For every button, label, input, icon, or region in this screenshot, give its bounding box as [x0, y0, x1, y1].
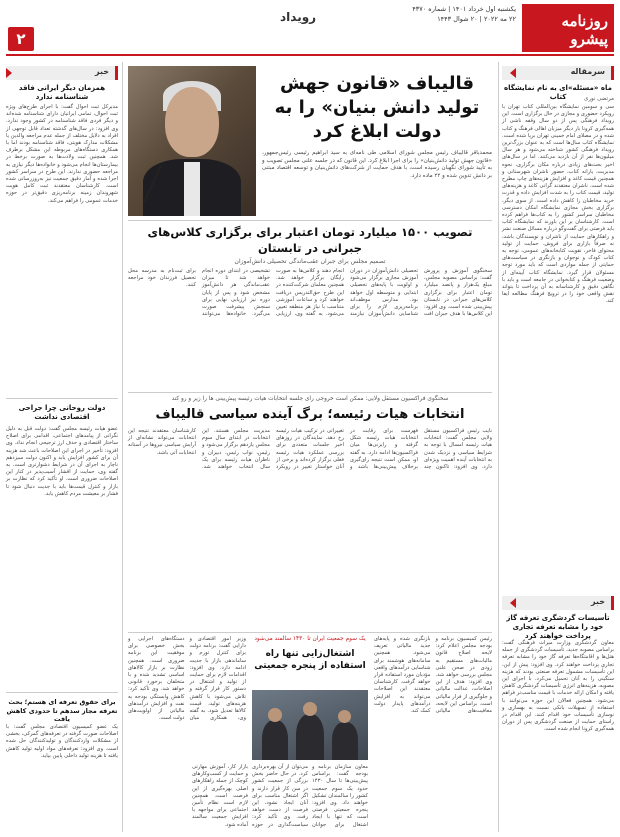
- masthead: [522, 4, 614, 52]
- photo-head-1: [268, 708, 282, 722]
- classes-headline: تصویب ۱۵۰۰ میلیارد تومان اعتبار برای برگزاری کلاس‌های جبرانی در تابستان: [147, 225, 473, 255]
- photo-head-2: [303, 702, 317, 716]
- section-title: رویداد: [280, 10, 317, 24]
- left-news-label: خبر: [6, 66, 118, 80]
- page-header: [0, 0, 620, 58]
- classes-subhead: تصمیم مجلس برای جبران عقب‌ماندگی تحصیلی دانش‌آموزان: [234, 258, 386, 265]
- photo-shirt: [184, 162, 200, 216]
- lead-headline: قالیباف «قانون جهش تولید دانش بنیان» را به دولت ابلاغ کرد: [274, 73, 480, 142]
- employment-photo: [252, 690, 368, 760]
- board-body: نایب رئیس فراکسیون مستقل ولایی مجلس گفت: انتخابات هیات رئیسه امسال با توجه به شرایط سیاسی و نزدیک شدن به انتخابات آینده اهمیت ویژه‌ای دارد. وی افزود: تاکنون چند فهرست برای رقابت در انتخابات هیات رئیسه شکل گرفته و رایزنی‌ها میان فراکسیون‌ها ادامه دارد. به گفته او، ممکن است نتیجه رای‌گیری برخلاف پیش‌بینی‌ها باشد و تغییراتی در ترکیب هیات رئیسه رخ دهد. نمایندگان در روزهای اخیر جلسات متعددی برای بررسی عملکرد هیات رئیسه فعلی برگزار کرده‌اند و برخی از آنان خواستار تغییر در رویکرد مدیریت مجلس هستند. این انتخابات در ابتدای سال سوم مجلس یازدهم برگزار می‌شود و رئیس، نواب رئیس، دبیران و ناظران هیات رئیسه برای یک سال انتخاب خواهند شد. کارشناسان معتقدند نتیجه این انتخابات می‌تواند نشانه‌ای از آرایش سیاسی نیروها در آستانه انتخابات آتی باشد.: [128, 428, 492, 471]
- classes-body: سخنگوی آموزش و پرورش گفت: براساس مصوبه مجلس، مبلغ یک‌هزار و پانصد میلیارد تومان اعتبار برای برگزاری کلاس‌های جبرانی در تابستان پیش‌بینی شده است. وی افزود: این کلاس‌ها با هدف جبران افت تحصیلی دانش‌آموزان در دوران آموزش مجازی برگزار می‌شود و اولویت با پایه‌های تحصیلی ابتدایی و متوسطه اول خواهد بود. مدارس موظف‌اند برنامه‌ریزی لازم را برای شناسایی دانش‌آموزان نیازمند انجام دهند و کلاس‌ها به صورت رایگان برگزار خواهد شد. همچنین معلمان شرکت‌کننده در این طرح حق‌التدریس دریافت خواهند کرد و ساعات آموزشی متناسب با نیاز هر منطقه تعیین می‌شود. به گفته وی، ارزیابی تشخیصی در ابتدای دوره انجام خواهد شد تا میزان عقب‌ماندگی هر دانش‌آموز مشخص شود و پس از پایان دوره نیز ارزیابی نهایی برای سنجش پیشرفت صورت می‌گیرد. خانواده‌ها می‌توانند برای ثبت‌نام به مدرسه محل تحصیل فرزندان خود مراجعه کنند.: [128, 268, 492, 318]
- left-news-body-3: یک عضو کمیسیون اقتصادی مجلس گفت: با اصلاحات صورت گرفته در تعرفه‌های گمرکی، بخشی از مشکلات واردکنندگان و تولیدکنندگان حل شده است. وی افزود: تعرفه‌های مواد اولیه تولید کاهش یافته تا هزینه تولید داخلی پایین بیاید.: [6, 724, 118, 759]
- left-divider-2: [6, 692, 118, 693]
- page-number: ۲: [8, 27, 34, 51]
- lead-photo: [128, 66, 256, 216]
- right-news-headline: تأسیسات گردشگری تعرفه گاز خود را مشابه تعرفه تجاری پرداخت خواهند کرد: [506, 614, 610, 640]
- center-divider-1: [128, 220, 492, 221]
- left-news-headline-1: همزمان دیگر ایرانی فاقد شناسنامه ندارد: [18, 84, 106, 101]
- editorial-body: سی و سومین نمایشگاه بین‌المللی کتاب تهران با رویکرد حضوری و مجازی در حال برگزاری است. این رویداد فرهنگی پس از دو سال وقفه ناشی از همه‌گیری کرونا بار دیگر میزبان اهالی فرهنگ و کتاب شده و در مصلای امام خمینی تهران برپا شده است. نمایشگاه کتاب سال‌ها است که به عنوان بزرگ‌ترین رویداد فرهنگی کشور شناخته می‌شود و هر سال میلیون‌ها نفر از آن بازدید می‌کنند. اما در سال‌های اخیر بحث‌های زیادی درباره مکان برگزاری، نحوه مدیریت، یارانه کتاب، حضور ناشران شهرستانی و همچنین قیمت کاغذ و افزایش هزینه‌های چاپ مطرح شده است. ناشران معتقدند گرانی کاغذ و هزینه‌های تولید، قیمت کتاب را به شدت افزایش داده و قدرت خرید مخاطبان را کاهش داده است. از سوی دیگر، برگزاری بخش مجازی نمایشگاه امکان دسترسی مخاطبان سراسر کشور را به کتاب‌ها فراهم کرده است. کارشناسان بر این باورند که نمایشگاه کتاب باید فرصتی برای گفت‌وگو درباره مسائل صنعت نشر و راهکارهای حمایت از ناشران و نویسندگان باشد، نه صرفاً بازاری برای فروش. حمایت از تولید محتوای فاخر، تقویت کتابخانه‌های عمومی، توجه به کتاب کودک و نوجوان و بازنگری در سیاست‌های حمایتی از جمله مواردی است که باید مورد توجه مسئولان قرار گیرد. نمایشگاه کتاب آیینه‌ای از وضعیت فرهنگ و کتابخوانی در جامعه است و باید با نگاهی دقیق و کارشناسانه به آن پرداخت تا بتواند نقش واقعی خود را در ترویج فرهنگ مطالعه ایفا کند.: [502, 104, 614, 305]
- bottom-body-2: رئیس کمیسیون برنامه و بودجه مجلس اعلام کرد: لایحه اصلاح قانون مالیات‌های مستقیم به زودی در صحن علنی مجلس بررسی خواهد شد. وی افزود: هدف از این اصلاحات، عدالت مالیاتی و جلوگیری از فرار مالیاتی است. براساس این لایحه، معافیت‌های مالیاتی بازنگری شده و پایه‌های جدید مالیاتی تعریف می‌شود. همچنین سامانه‌های هوشمند برای شناسایی درآمدهای واقعی مؤدیان مورد استفاده قرار خواهد گرفت. کارشناسان معتقدند این اصلاحات می‌تواند به افزایش درآمدهای پایدار دولت کمک کند.: [374, 636, 492, 715]
- left-news-body-1: مدیرکل ثبت احوال گفت: با اجرای طرح‌های ویژه ثبت احوال، تمامی ایرانیان دارای شناسنامه شده‌اند و دیگر فردی فاقد شناسنامه در کشور وجود ندارد. وی افزود: در سال‌های گذشته تعداد قابل توجهی از افراد به دلایل مختلف از جمله عدم مراجعه والدین یا مشکلات مدارک هویتی، فاقد شناسنامه بودند اما با همکاری دستگاه‌های مربوطه این مشکل برطرف شد. همچنین ثبت ولادت‌ها به صورت برخط در بیمارستان‌ها انجام می‌شود و خانواده‌ها دیگر نیازی به مراجعه حضوری ندارند. این طرح در سراسر کشور اجرا شده و آمار دقیق جمعیت نیز به‌روزرسانی شده است. کارشناسان معتقدند ثبت کامل هویت شهروندان زمینه برنامه‌ریزی دقیق‌تر در حوزه خدمات عمومی را فراهم می‌کند.: [6, 104, 118, 204]
- column-divider-left: [122, 62, 123, 832]
- editorial-label: سرمقاله: [502, 66, 614, 80]
- employment-body: معاون سازمان برنامه و بودجه گفت: براساس پیش‌بینی‌ها تا سال ۱۴۳۰ حدود یک سوم جمعیت کشور را سالمندان تشکیل خواهند داد. وی افزود: پنجره جمعیتی فرصتی است که تنها با ایجاد اشتغال برای جوانان می‌توان از آن بهره‌برداری کرد. در حال حاضر بخش بزرگی از جمعیت کشور در سن کار قرار دارند و اگر اشتغال مناسب برای آنان ایجاد نشود، این فرصت از دست خواهد رفت. وی تأکید کرد: سیاست‌گذاری در حوزه بازار کار، آموزش مهارتی و حمایت از کسب‌وکارهای کوچک از جمله راهکارهای اصلی بهره‌گیری از این فرصت است. همچنین لازم است نظام تأمین اجتماعی برای مواجهه با افزایش جمعیت سالمند آماده شود.: [192, 764, 368, 828]
- board-kicker: سخنگوی فراکسیون مستقل ولایی: ممکن است خروجی رای جلسه انتخابات هیات رئیسه پیش‌بینی ها را زیر و رو کند: [171, 396, 449, 402]
- photo-face: [165, 87, 219, 157]
- photo-figure-2: [296, 714, 324, 760]
- left-divider: [6, 398, 118, 399]
- center-divider-2: [128, 392, 492, 393]
- editorial-arrow-icon: [510, 68, 516, 78]
- center-divider-3: [128, 632, 492, 633]
- right-news-arrow-icon: [510, 598, 516, 608]
- photo-head-3: [338, 710, 351, 723]
- left-news-headline-3: برای حقوق تعرفه ای هستم؛ بحث تعرفه مجاز سدهم تا حدودی کاهش یافت: [6, 698, 118, 723]
- photo-figure-3: [332, 722, 358, 760]
- editorial-headline: ماه «مسئله»ای به نام نمایشگاه کتاب: [504, 84, 612, 101]
- left-news-arrow-icon: [6, 68, 12, 78]
- left-news-headline-2: دولت روحانی چرا جراحی اقتصادی نداشت: [18, 404, 106, 421]
- right-news-body: معاون گردشگری وزارت میراث فرهنگی گفت: براساس مصوبه جدید، تأسیسات گردشگری از جمله هتل‌ها و اقامتگاه‌ها تعرفه گاز خود را مشابه تعرفه تجاری پرداخت خواهند کرد. وی افزود: پیش از این، این تأسیسات مشمول تعرفه صنعتی بودند که هزینه سنگینی را به آنان تحمیل می‌کرد. با اجرای این مصوبه، هزینه‌های انرژی تأسیسات گردشگری کاهش یافته و امکان ارائه خدمات با قیمت مناسب‌تر فراهم می‌شود. همچنین فعالان این حوزه می‌توانند با استفاده از تسهیلات بانکی نسبت به بهسازی و نوسازی تأسیسات خود اقدام کنند. این اقدام در راستای حمایت از صنعت گردشگری پس از دوران همه‌گیری کرونا انجام شده است.: [502, 640, 614, 733]
- lead-body: محمدباقر قالیباف رئیس مجلس شورای اسلامی طی نامه‌ای به سید ابراهیم رئیسی رئیس‌جمهور، «قانون جهش تولید دانش‌بنیان» را برای اجرا ابلاغ کرد. این قانون که در جلسه علنی مجلس تصویب و به تأیید شورای نگهبان رسیده است، با هدف حمایت از شرکت‌های دانش‌بنیان و توسعه اقتصاد مبتنی بر دانش تدوین شده و ۲۲ ماده دارد.: [262, 150, 492, 179]
- employment-headline: اشتغال‌زایی تنها راه استفاده از پنجره جمعیتی: [254, 649, 366, 671]
- left-news-body-2: عضو هیات رئیسه مجلس گفت: دولت قبل به دلیل نگرانی از پیامدهای اجتماعی، اقدامی برای اصلاح ساختار اقتصادی و حذف ارز ترجیحی انجام نداد. وی افزود: تأخیر در اجرای این اصلاحات باعث شد هزینه آن برای کشور افزایش یابد و اکنون دولت سیزدهم ناچار به اجرای آن در شرایط دشوارتری است. به گفته وی، حمایت از اقشار آسیب‌پذیر در کنار این اصلاحات ضروری است. او تأکید کرد که نظارت بر بازار و کنترل قیمت‌ها باید با جدیت دنبال شود تا فشار بر معیشت مردم کاهش یابد.: [6, 426, 118, 497]
- bottom-body-1: وزیر امور اقتصادی و دارایی گفت: برنامه دولت برای کنترل تورم و ساماندهی بازار با جدیت ادامه دارد. وی افزود: اقدامات لازم برای حمایت از تولید و اشتغال در دستور کار قرار گرفته و تلاش می‌شود با کاهش هزینه‌های تولید، قیمت کالاها تعدیل شود. به گفته وی، همکاری میان دستگاه‌های اجرایی و بخش خصوصی برای موفقیت این برنامه ضروری است. همچنین نظارت بر بازار کالاهای اساسی تشدید شده و با متخلفان برخورد قانونی خواهد شد. وی تأکید کرد: کاهش وابستگی بودجه به نفت و افزایش درآمدهای مالیاتی از اولویت‌های دولت است.: [128, 636, 246, 722]
- column-divider: [498, 62, 499, 832]
- photo-figure-1: [262, 720, 288, 760]
- board-headline: انتخابات هیات رئیسه؛ برگ آینده سیاسی قالیباف: [155, 407, 465, 422]
- header-rule: [6, 54, 614, 56]
- issue-date-line: یکشنبه اول خرداد ۱۴۰۱ | شماره ۴۳۷۰: [412, 5, 516, 13]
- right-news-label: خبر: [502, 596, 614, 610]
- employment-kicker: یک سوم جمعیت ایران تا ۱۴۳۰ سالمند می‌شود: [254, 636, 366, 642]
- editorial-author: مرتضی نوری: [584, 96, 614, 102]
- masthead-logo: روزنامه پیشرو: [561, 12, 608, 48]
- issue-info: [376, 4, 516, 24]
- issue-date-line-2: ۲۲ مه ۲۰۲۲ | ۲۰ شوال ۱۴۴۳: [437, 15, 516, 23]
